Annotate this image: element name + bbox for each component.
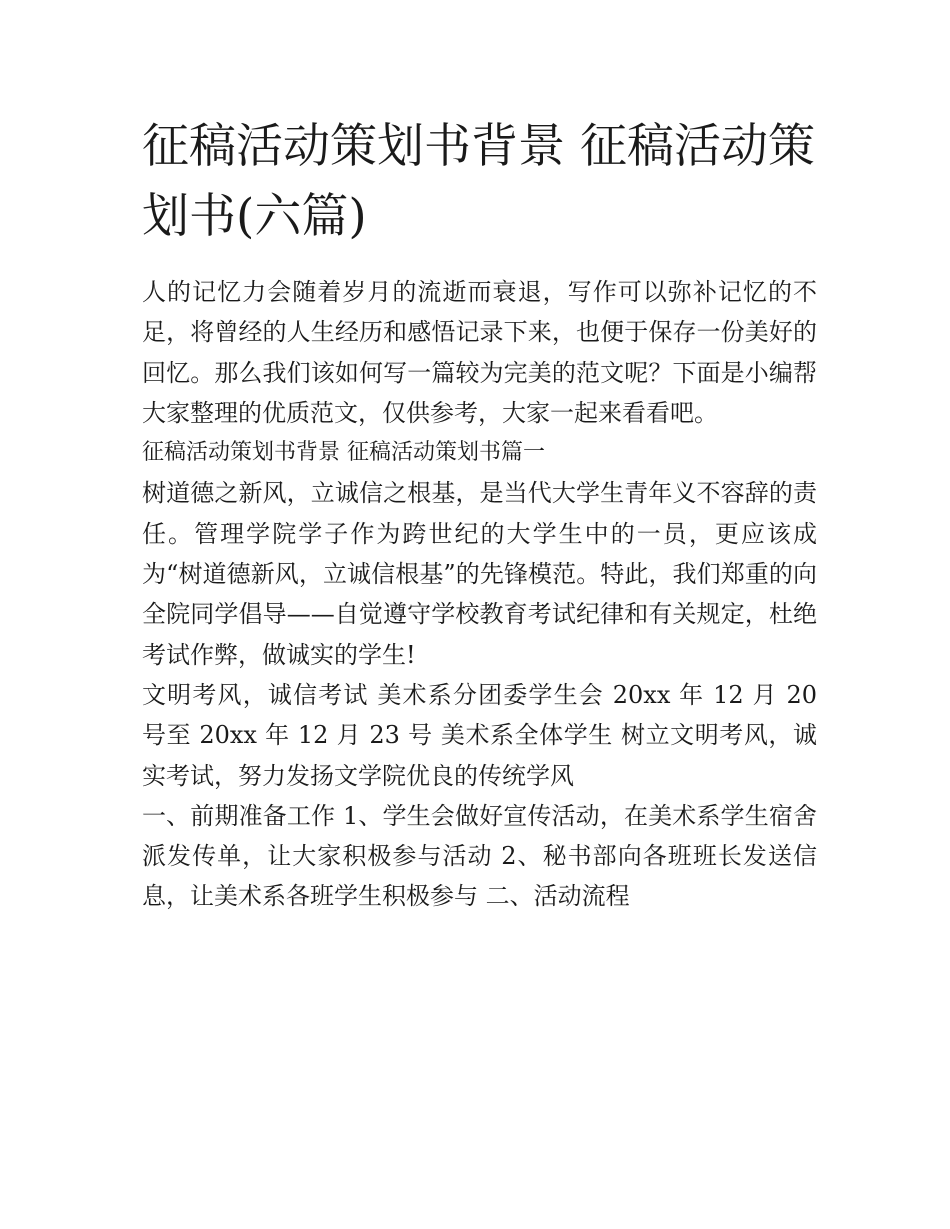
body-paragraph: 文明考风，诚信考试 美术系分团委学生会 20xx 年 12 月 20 号至 20xx 年 12 月 23 号 美术系全体学生 树立文明考风，诚实考试，努力发扬文学院优良的传统学风 bbox=[142, 680, 817, 790]
body-paragraph: 树道德之新风，立诚信之根基，是当代大学生青年义不容辞的责任。管理学院学子作为跨世纪的大学生中的一员，更应该成为“树道德新风，立诚信根基”的先锋模范。特此，我们郑重的向全院同学倡导——自觉遵守学校教育考试纪律和有关规定，杜绝考试作弊，做诚实的学生! bbox=[142, 479, 817, 669]
body-paragraph: 一、前期准备工作 1、学生会做好宣传活动，在美术系学生宿舍派发传单，让大家积极参与活动 2、秘书部向各班班长发送信息，让美术系各班学生积极参与 二、活动流程 bbox=[142, 801, 817, 911]
document-body bbox=[142, 272, 817, 917]
document-page bbox=[142, 112, 817, 917]
intro-paragraph: 人的记忆力会随着岁月的流逝而衰退，写作可以弥补记忆的不足，将曾经的人生经历和感悟记录下来，也便于保存一份美好的回忆。那么我们该如何写一篇较为完美的范文呢？下面是小编帮大家整理的优质范文，仅供参考，大家一起来看看吧。 bbox=[142, 278, 817, 427]
section-heading: 征稿活动策划书背景 征稿活动策划书篇一 bbox=[142, 440, 545, 466]
document-title: 征稿活动策划书背景 征稿活动策划书(六篇) bbox=[142, 119, 815, 244]
